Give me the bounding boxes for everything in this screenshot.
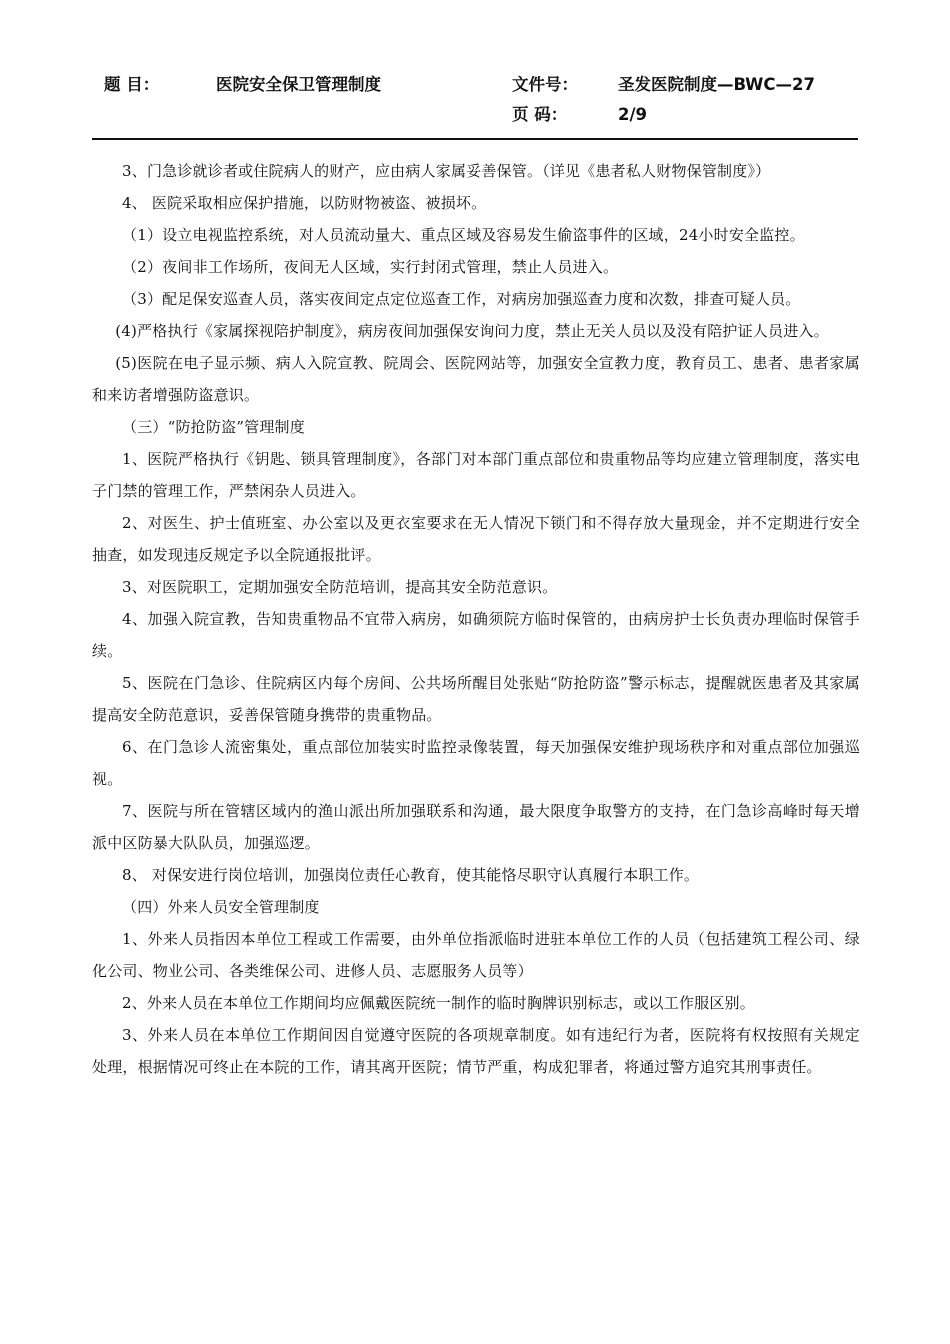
paragraph: 1、外来人员指因本单位工程或工作需要，由外单位指派临时进驻本单位工作的人员（包括建筑工程公司、绿化公司、物业公司、各类维保公司、进修人员、志愿服务人员等） — [92, 930, 860, 980]
document-body — [92, 155, 860, 1083]
page-number: 2/9 — [618, 105, 647, 124]
paragraph: （2）夜间非工作场所，夜间无人区域，实行封闭式管理，禁止人员进入。 — [122, 258, 619, 276]
document-title: 医院安全保卫管理制度 — [216, 75, 381, 94]
page-number-label: 页 码： — [512, 105, 568, 124]
paragraph: 2、外来人员在本单位工作期间均应佩戴医院统一制作的临时胸牌识别标志，或以工作服区别。 — [122, 994, 755, 1012]
paragraph: （1）设立电视监控系统，对人员流动量大、重点区域及容易发生偷盗事件的区域，24小时安全监控。 — [122, 226, 805, 244]
section-heading: （三）“防抢防盗”管理制度 — [122, 418, 305, 436]
paragraph: 7、医院与所在管辖区域内的渔山派出所加强联系和沟通，最大限度争取警方的支持，在门急诊高峰时每天增派中区防暴大队队员，加强巡逻。 — [92, 802, 860, 852]
paragraph: 2、对医生、护士值班室、办公室以及更衣室要求在无人情况下锁门和不得存放大量现金，并不定期进行安全抽查，如发现违反规定予以全院通报批评。 — [92, 514, 860, 564]
document-number: 圣发医院制度—BWC—27 — [618, 75, 815, 94]
header-divider — [92, 138, 858, 140]
paragraph: 1、医院严格执行《钥匙、锁具管理制度》，各部门对本部门重点部位和贵重物品等均应建立管理制度，落实电子门禁的管理工作，严禁闲杂人员进入。 — [92, 450, 860, 500]
paragraph: 3、对医院职工，定期加强安全防范培训，提高其安全防范意识。 — [122, 578, 558, 596]
paragraph: (4)严格执行《家属探视陪护制度》，病房夜间加强保安询问力度，禁止无关人员以及没有陪护证人员进入。 — [115, 322, 829, 340]
paragraph: (5)医院在电子显示频、病人入院宣教、院周会、医院网站等，加强安全宣教力度，教育员工、患者、患者家属和来访者增强防盗意识。 — [92, 354, 860, 404]
document-number-label: 文件号： — [512, 75, 578, 94]
paragraph: （3）配足保安巡查人员，落实夜间定点定位巡查工作，对病房加强巡查力度和次数，排查可疑人员。 — [122, 290, 801, 308]
document-header — [0, 0, 950, 140]
paragraph: 3、外来人员在本单位工作期间因自觉遵守医院的各项规章制度。如有违纪行为者，医院将有权按照有关规定处理，根据情况可终止在本院的工作，请其离开医院；情节严重，构成犯罪者，将通过警方追究其刑事责任。 — [92, 1026, 860, 1076]
section-heading: （四）外来人员安全管理制度 — [122, 898, 320, 916]
paragraph: 3、门急诊就诊者或住院病人的财产，应由病人家属妥善保管。（详见《患者私人财物保管制度》） — [122, 162, 771, 180]
title-label: 题 目： — [104, 75, 160, 94]
paragraph: 4、加强入院宣教，告知贵重物品不宜带入病房，如确须院方临时保管的，由病房护士长负责办理临时保管手续。 — [92, 610, 860, 660]
paragraph: 8、 对保安进行岗位培训，加强岗位责任心教育，使其能恪尽职守认真履行本职工作。 — [122, 866, 700, 884]
paragraph: 5、医院在门急诊、住院病区内每个房间、公共场所醒目处张贴“防抢防盗”警示标志，提醒就医患者及其家属提高安全防范意识，妥善保管随身携带的贵重物品。 — [92, 674, 860, 724]
paragraph: 6、在门急诊人流密集处，重点部位加装实时监控录像装置，每天加强保安维护现场秩序和对重点部位加强巡视。 — [92, 738, 860, 788]
paragraph: 4、 医院采取相应保护措施，以防财物被盗、被损坏。 — [122, 194, 487, 212]
